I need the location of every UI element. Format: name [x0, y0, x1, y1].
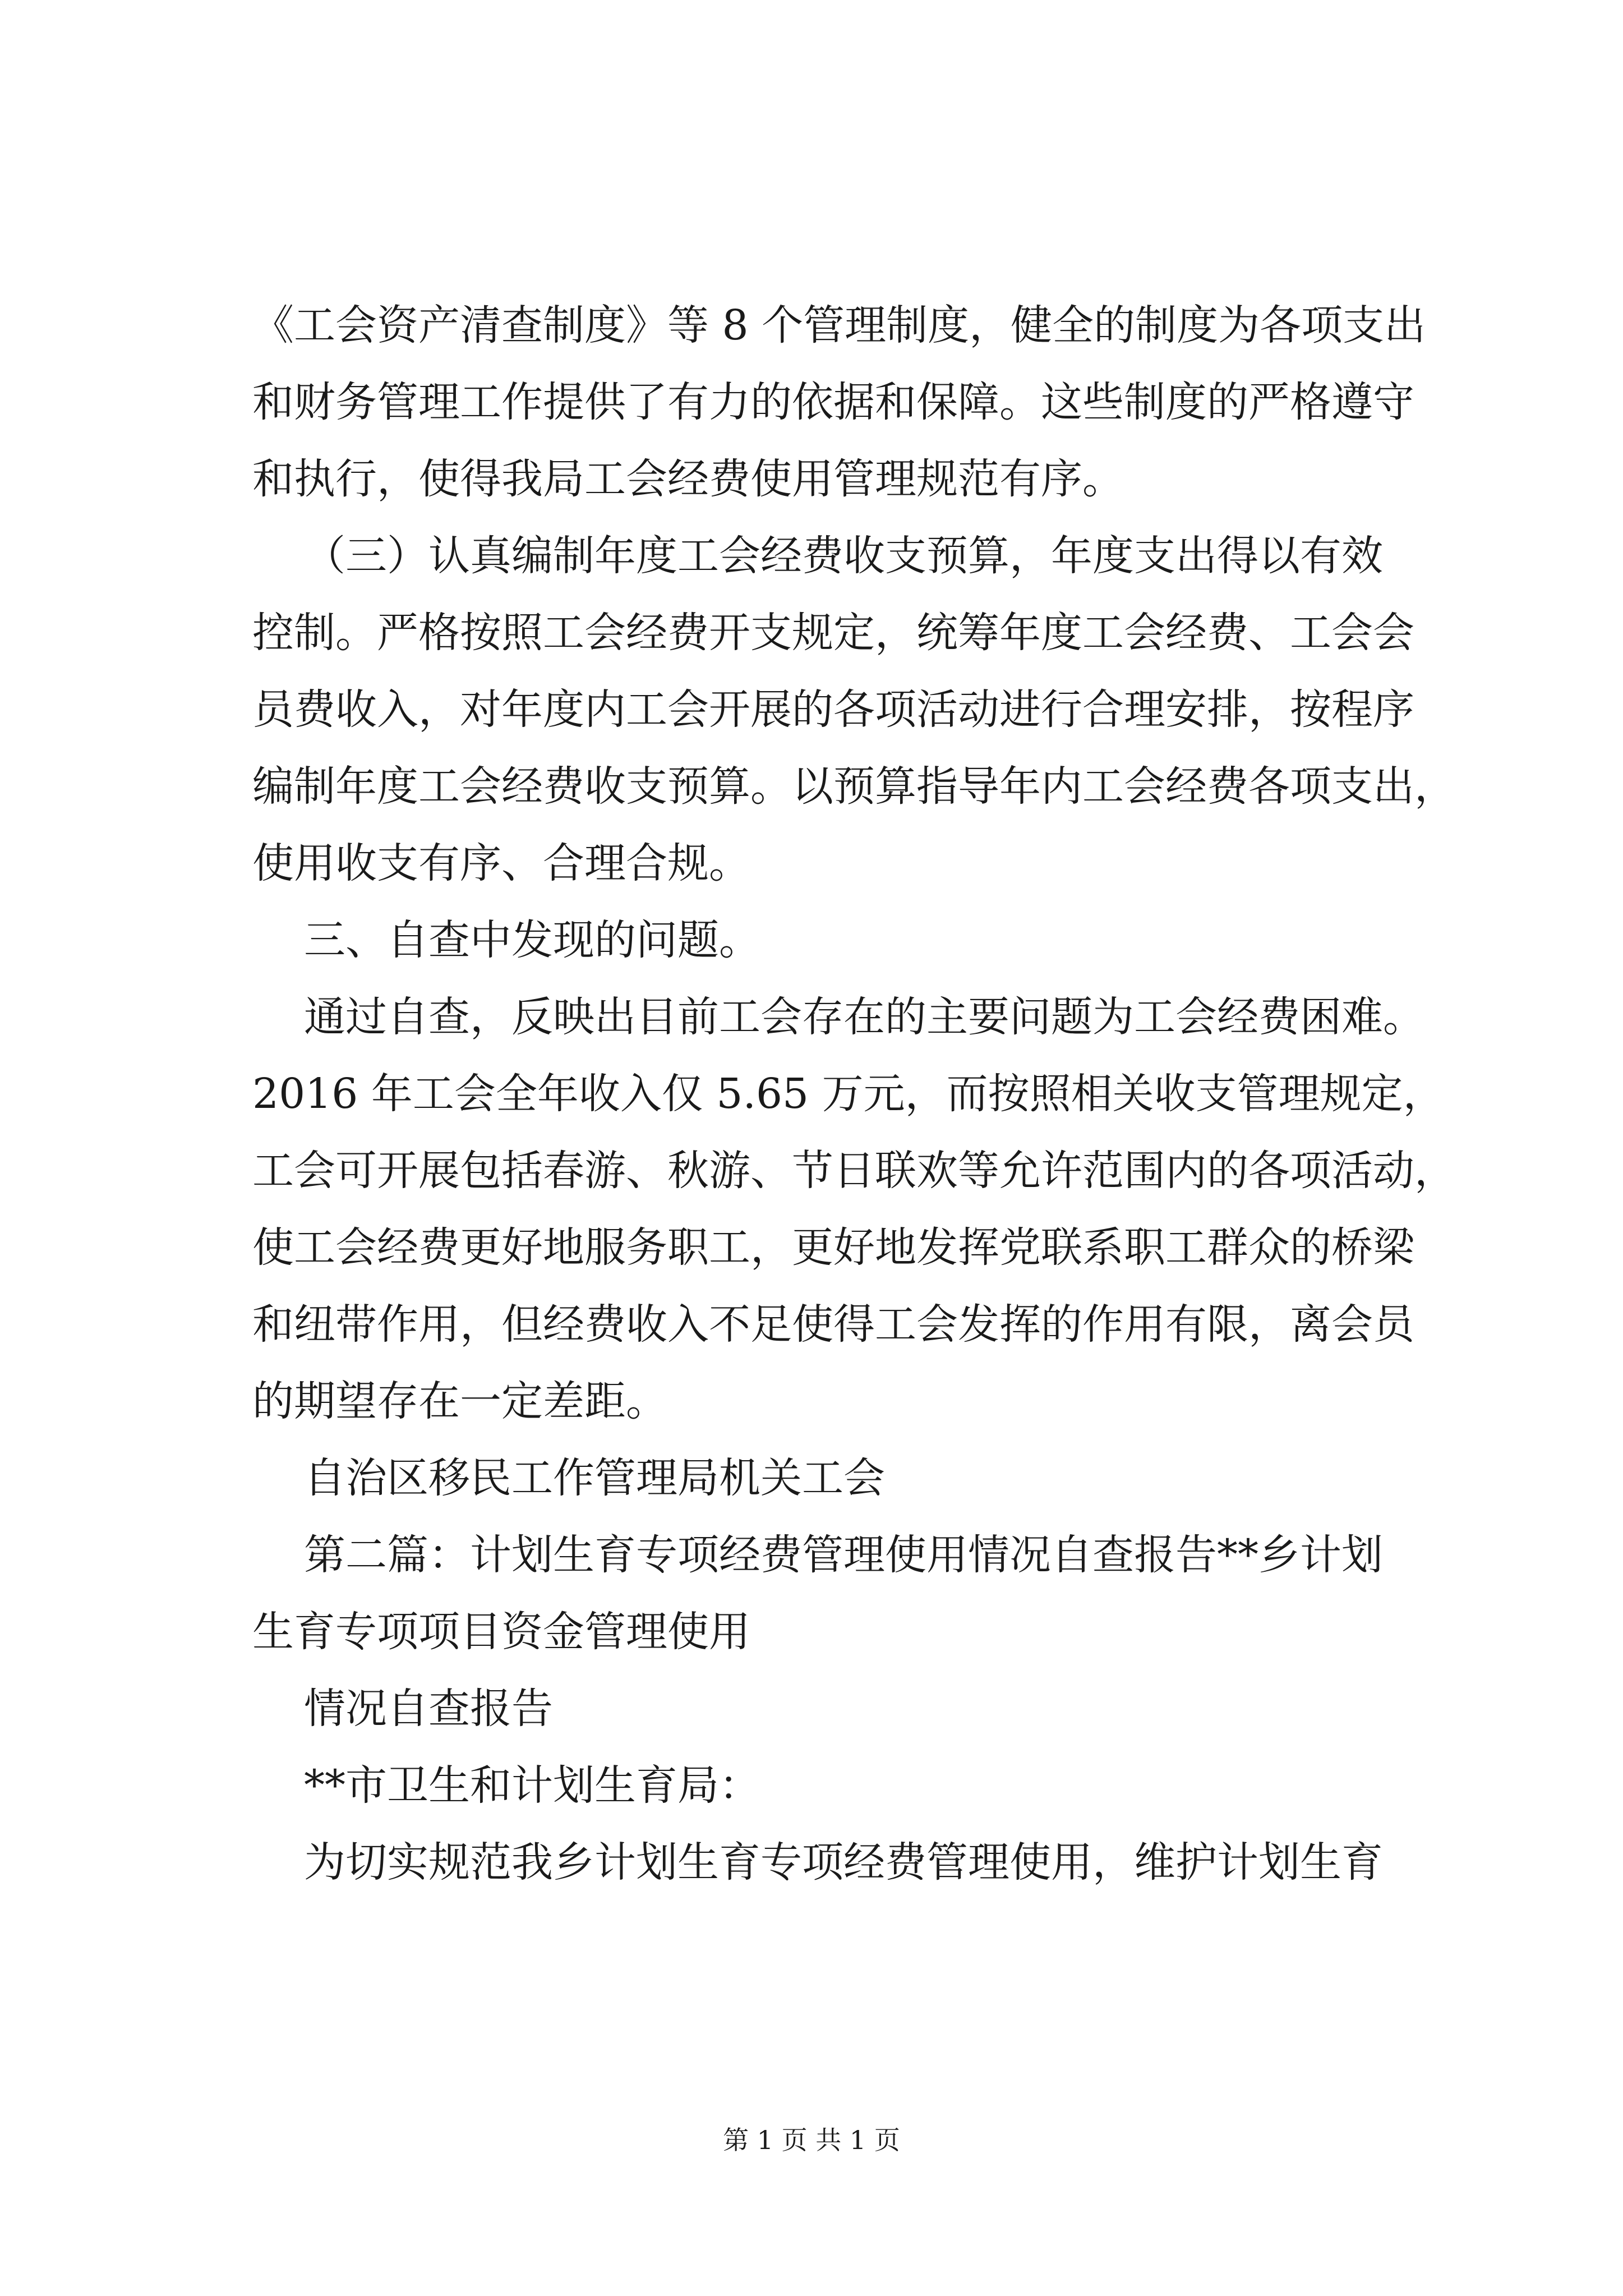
text-line: 使工会经费更好地服务职工，更好地发挥党联系职工群众的桥梁	[252, 1223, 1414, 1272]
text-line: **市卫生和计划生育局：	[304, 1761, 760, 1810]
text-line: 使用收支有序、合理合规。	[252, 839, 750, 887]
text-line: 编制年度工会经费收支预算。以预算指导年内工会经费各项支出，	[252, 762, 1456, 811]
text-line: 和执行，使得我局工会经费使用管理规范有序。	[252, 455, 1124, 503]
text-line: 员费收入，对年度内工会开展的各项活动进行合理安排，按程序	[252, 685, 1414, 734]
text-line: 的期望存在一定差距。	[252, 1377, 667, 1425]
text-line: 为切实规范我乡计划生育专项经费管理使用，维护计划生育	[304, 1838, 1383, 1887]
text-line: 通过自查，反映出目前工会存在的主要问题为工会经费困难。	[304, 993, 1424, 1041]
text-line: 自治区移民工作管理局机关工会	[304, 1454, 885, 1502]
text-line: （三）认真编制年度工会经费收支预算，年度支出得以有效	[304, 532, 1383, 580]
text-line: 三、自查中发现的问题。	[304, 916, 760, 964]
text-line: 和财务管理工作提供了有力的依据和保障。这些制度的严格遵守	[252, 378, 1414, 426]
text-line: 情况自查报告	[304, 1685, 553, 1733]
text-line: 控制。严格按照工会经费开支规定，统筹年度工会经费、工会会	[252, 609, 1414, 657]
text-line: 2016 年工会全年收入仅 5.65 万元，而按照相关收支管理规定，	[252, 1070, 1445, 1118]
text-line: 生育专项项目资金管理使用	[252, 1608, 750, 1656]
text-line: 和纽带作用，但经费收入不足使得工会发挥的作用有限，离会员	[252, 1300, 1414, 1349]
text-line: 《工会资产清查制度》等 8 个管理制度，健全的制度为各项支出	[252, 301, 1426, 349]
page-footer: 第 1 页 共 1 页	[723, 2125, 900, 2155]
text-line: 第二篇：计划生育专项经费管理使用情况自查报告**乡计划	[304, 1531, 1383, 1579]
text-line: 工会可开展包括春游、秋游、节日联欢等允许范围内的各项活动，	[252, 1147, 1456, 1195]
